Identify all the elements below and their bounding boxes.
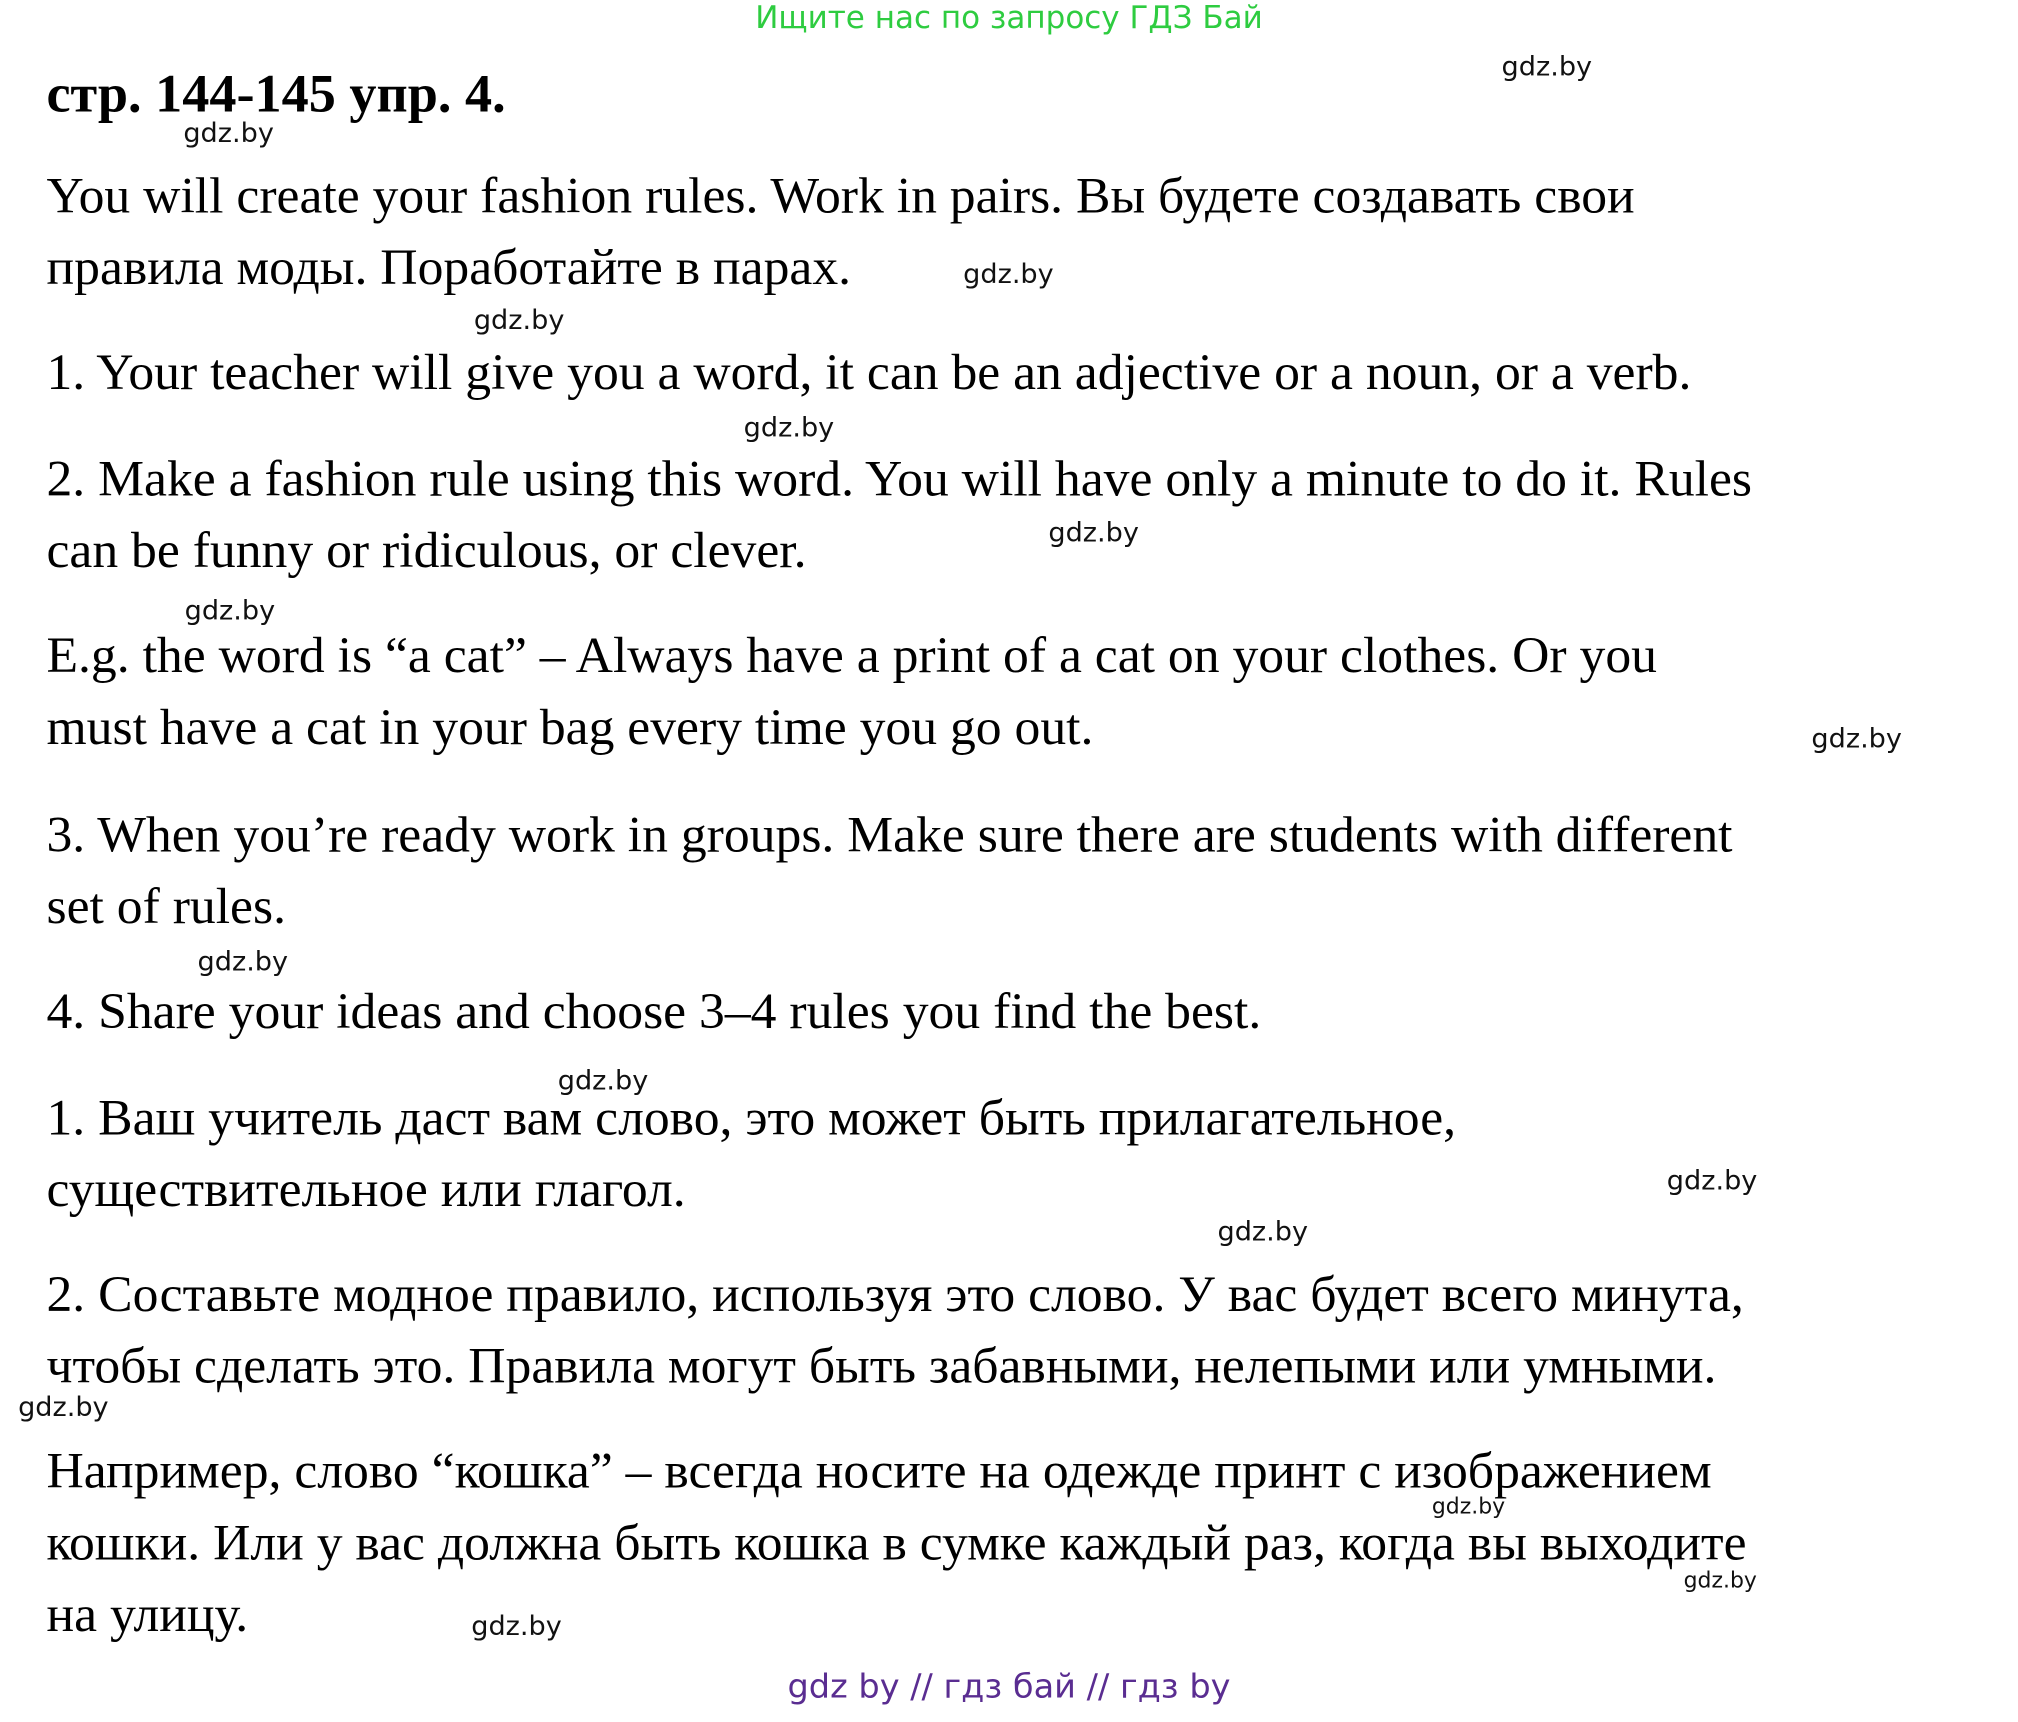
- watermark: gdz.by: [1666, 1165, 1758, 1196]
- text-line: 3. When you’re ready work in groups. Make sure there are students with different: [46, 805, 1733, 863]
- text-line: на улицу.: [46, 1585, 249, 1643]
- step-1-ru: [46, 1082, 2008, 1225]
- text-line: can be funny or ridiculous, or clever.: [46, 521, 807, 579]
- watermark: gdz.by: [1217, 1216, 1309, 1248]
- watermark: gdz.by: [471, 1610, 562, 1642]
- text-line: must have a cat in your bag every time you go out.: [46, 697, 1094, 756]
- watermark: gdz.by: [1811, 723, 1902, 755]
- watermark: gdz.by: [1683, 1568, 1757, 1594]
- step-3-en: [46, 799, 2008, 942]
- watermark: gdz.by: [743, 412, 835, 443]
- text-line: You will create your fashion rules. Work in pairs. Вы будете создавать свои: [46, 166, 1635, 225]
- watermark: gdz.by: [183, 117, 274, 149]
- step-2-en: [46, 443, 2008, 586]
- watermark: gdz.by: [184, 595, 276, 627]
- watermark: gdz.by: [963, 258, 1054, 290]
- watermark: gdz.by: [18, 1391, 109, 1423]
- text-line: E.g. the word is “a cat” – Always have a print of a cat on your clothes. Or you: [46, 626, 1658, 684]
- text-line: 1. Your teacher will give you a word, it can be an adjective or a noun, or a verb.: [46, 343, 1692, 401]
- watermark: gdz.by: [1501, 51, 1593, 82]
- watermark: gdz.by: [557, 1065, 649, 1096]
- top-banner: Ищите нас по запросу ГДЗ Бай: [755, 0, 1263, 36]
- text-line: 1. Ваш учитель даст вам слово, это может быть прилагательное,: [46, 1088, 1457, 1146]
- watermark: gdz.by: [1431, 1494, 1506, 1520]
- text-line: существительное или глагол.: [46, 1159, 686, 1218]
- text-line: кошки. Или у вас должна быть кошка в сумке каждый раз, когда вы выходите: [46, 1513, 1747, 1571]
- watermark: gdz.by: [1048, 517, 1139, 548]
- text-line: 2. Составьте модное правило, используя это слово. У вас будет всего минута,: [46, 1264, 1744, 1323]
- example-en: [46, 620, 2008, 763]
- page-title: стр. 144-145 упр. 4.: [46, 65, 506, 125]
- text-line: set of rules.: [46, 877, 286, 935]
- step-4-en: [46, 976, 2008, 1048]
- watermark: gdz.by: [197, 946, 289, 977]
- step-1-en: [46, 337, 2008, 409]
- example-ru: [46, 1435, 2008, 1650]
- text-line: чтобы сделать это. Правила могут быть забавными, нелепыми или умными.: [46, 1336, 1717, 1395]
- text-line: 2. Make a fashion rule using this word. You will have only a minute to do it. Rules: [46, 449, 1753, 507]
- step-2-ru: [46, 1259, 2008, 1402]
- bottom-banner: gdz by // гдз бай // гдз by: [787, 1668, 1231, 1707]
- text-line: Например, слово “кошка” – всегда носите на одежде принт с изображением: [46, 1441, 1712, 1500]
- text-line: 4. Share your ideas and choose 3–4 rules you find the best.: [46, 981, 1262, 1040]
- watermark: gdz.by: [473, 304, 565, 336]
- text-line: правила моды. Поработайте в парах.: [46, 238, 852, 296]
